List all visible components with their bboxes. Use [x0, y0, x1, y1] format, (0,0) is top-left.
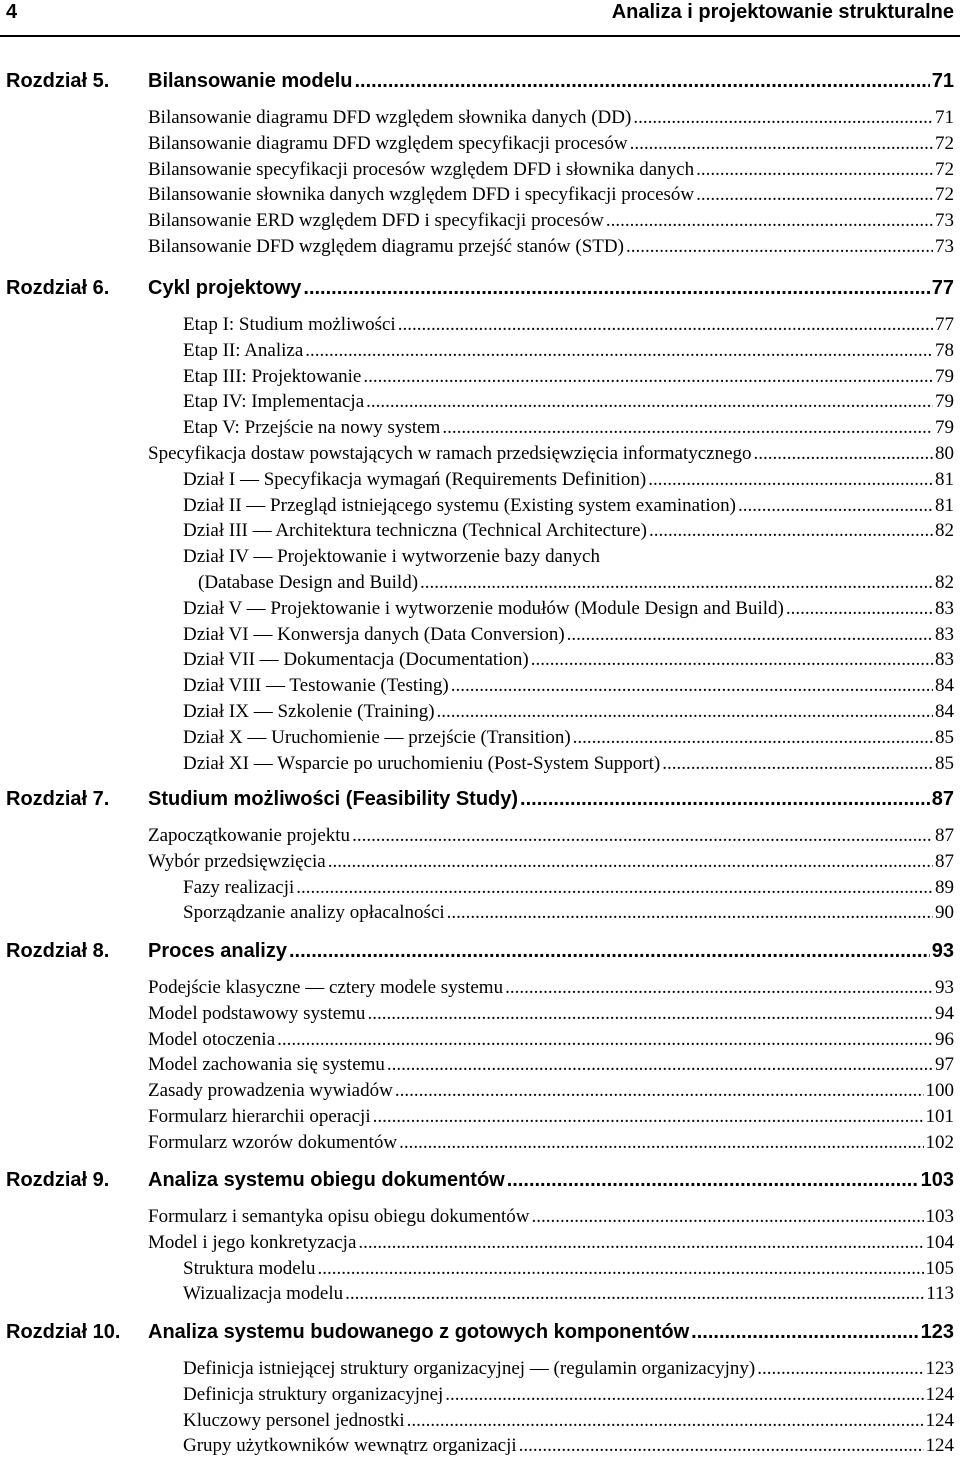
dot-leader: [567, 624, 933, 646]
toc-entry-title: Struktura modelu: [183, 1257, 316, 1279]
toc-entry-title: Zasady prowadzenia wywiadów: [148, 1080, 393, 1102]
toc-entry-page: 85: [935, 726, 954, 748]
dot-leader: [296, 877, 933, 899]
dot-leader: [757, 1358, 923, 1380]
toc-entry[interactable]: [183, 340, 954, 364]
toc-entry[interactable]: [148, 977, 954, 1001]
toc-entry-page: 105: [925, 1257, 954, 1279]
toc-entry-page: 102: [925, 1131, 954, 1153]
toc-entry-title: Dział VIII — Testowanie (Testing): [183, 675, 449, 697]
dot-leader: [786, 598, 933, 620]
toc-entry-page: 96: [935, 1028, 954, 1050]
chapter-page-number: 103: [920, 1169, 954, 1191]
chapter-label: Rozdział 10.: [6, 1321, 121, 1343]
chapter-title: Studium możliwości (Feasibility Study): [148, 788, 519, 810]
toc-entry[interactable]: [148, 210, 954, 234]
toc-entry-title: Bilansowanie ERD względem DFD i specyfikacji procesów: [148, 210, 604, 232]
toc-entry-page: 72: [935, 184, 954, 206]
dot-leader: [519, 1435, 924, 1457]
toc-entry-title: Definicja struktury organizacyjnej: [183, 1383, 444, 1405]
toc-entry-page: 87: [935, 850, 954, 872]
toc-entry-title: Specyfikacja dostaw powstających w ramach przedsięwzięcia informatycznego: [148, 443, 752, 464]
chapter-page-number: 123: [920, 1321, 954, 1343]
chapter-title: Bilansowanie modelu: [148, 70, 353, 92]
toc-entry[interactable]: [148, 184, 954, 208]
dot-leader: [345, 1283, 924, 1305]
toc-entry-title: Dział III — Architektura techniczna (Technical Architecture): [183, 520, 647, 542]
toc-entry-page: 84: [935, 675, 954, 697]
toc-entry-title: Etap III: Projektowanie: [183, 365, 362, 387]
toc-entry-title: Wybór przedsięwzięcia: [148, 850, 326, 872]
toc-entry[interactable]: [183, 598, 954, 622]
toc-entry-page: 101: [925, 1106, 954, 1127]
dot-leader: [358, 1232, 923, 1254]
toc-entry-page: 79: [935, 365, 954, 387]
chapter-heading[interactable]: [148, 788, 954, 814]
toc-entry-title: Etap II: Analiza: [183, 339, 304, 361]
toc-entry[interactable]: [148, 133, 954, 157]
toc-entry-title: Fazy realizacji: [183, 876, 295, 898]
toc-entry-title: Model podstawowy systemu: [148, 1002, 366, 1024]
toc-entry[interactable]: [183, 902, 954, 926]
toc-entry-title: Formularz hierarchii operacji: [148, 1106, 371, 1127]
dot-leader: [398, 314, 933, 336]
toc-entry[interactable]: [198, 572, 954, 596]
toc-entry-page: 71: [935, 107, 954, 128]
dot-leader: [328, 851, 933, 873]
chapter-page-number: 71: [931, 70, 954, 92]
toc-entry-page: 72: [935, 132, 954, 154]
toc-entry-title: Grupy użytkowników wewnątrz organizacji: [183, 1435, 517, 1457]
toc-entry-page: 82: [935, 520, 954, 542]
dot-leader: [626, 236, 933, 258]
toc-entry-title: Model i jego konkretyzacja: [148, 1231, 357, 1253]
toc-entry[interactable]: [183, 1435, 954, 1459]
chapter-heading[interactable]: [148, 940, 954, 966]
toc-entry-page: 89: [935, 876, 954, 898]
toc-entry-title: Model otoczenia: [148, 1028, 276, 1050]
dot-leader: [442, 417, 933, 439]
toc-entry[interactable]: [183, 546, 954, 570]
dot-leader: [691, 1321, 918, 1344]
toc-entry-title: (Database Design and Build): [198, 572, 419, 593]
toc-entry-page: 97: [935, 1054, 954, 1076]
toc-entry[interactable]: [183, 1410, 954, 1434]
dot-leader: [352, 825, 933, 847]
toc-entry-title: Dział VI — Konwersja danych (Data Conversion): [183, 623, 565, 645]
toc-entry-title: Kluczowy personel jednostki: [183, 1409, 405, 1431]
dot-leader: [754, 443, 933, 465]
dot-leader: [387, 1054, 933, 1076]
dot-leader: [520, 788, 930, 811]
toc-entry-page: 73: [935, 210, 954, 232]
chapter-title: Cykl projektowy: [148, 277, 302, 299]
dot-leader: [738, 495, 933, 517]
toc-entry-title: Dział VII — Dokumentacja (Documentation): [183, 649, 529, 671]
toc-entry[interactable]: [183, 314, 954, 338]
toc-entry-title: Dział I — Specyfikacja wymagań (Requirements Definition): [183, 468, 647, 490]
toc-entry[interactable]: [148, 1054, 954, 1078]
chapter-label: Rozdział 5.: [6, 70, 110, 92]
toc-entry[interactable]: [183, 495, 954, 519]
toc-entry[interactable]: [148, 825, 954, 849]
toc-entry-page: 77: [935, 314, 954, 335]
toc-entry-page: 124: [925, 1409, 954, 1431]
dot-leader: [317, 1258, 923, 1280]
dot-leader: [395, 1080, 924, 1102]
dot-leader: [445, 1384, 923, 1406]
chapter-title: Analiza systemu obiegu dokumentów: [148, 1169, 505, 1191]
chapter-title: Analiza systemu budowanego z gotowych komponentów: [148, 1321, 690, 1343]
chapter-page-number: 77: [931, 277, 954, 299]
toc-entry-title: Sporządzanie analizy opłacalności: [183, 902, 445, 924]
dot-leader: [373, 1106, 924, 1128]
dot-leader: [630, 133, 933, 155]
toc-entry-page: 103: [925, 1206, 954, 1227]
toc-entry[interactable]: [183, 366, 954, 390]
dot-leader: [399, 1132, 923, 1154]
toc-entry-title: Etap I: Studium możliwości: [183, 314, 396, 335]
toc-entry[interactable]: [183, 1358, 954, 1382]
toc-entry-title: Etap V: Przejście na nowy system: [183, 417, 441, 439]
toc-entry[interactable]: [148, 1132, 954, 1156]
dot-leader: [363, 366, 933, 388]
dot-leader: [505, 977, 933, 999]
toc-entry-page: 80: [935, 443, 954, 464]
toc-entry[interactable]: [148, 159, 954, 183]
dot-leader: [407, 1410, 924, 1432]
toc-entry-title: Bilansowanie specyfikacji procesów względem DFD i słownika danych: [148, 158, 695, 180]
toc-entry-page: 84: [935, 701, 954, 722]
chapter-label: Rozdział 8.: [6, 940, 110, 962]
dot-leader: [573, 727, 933, 749]
toc-entry-title: Zapoczątkowanie projektu: [148, 825, 351, 846]
toc-entry[interactable]: [183, 417, 954, 441]
toc-entry-title: Dział II — Przegląd istniejącego systemu (Existing system examination): [183, 494, 736, 516]
toc-entry[interactable]: [183, 877, 954, 901]
toc-entry-page: 94: [935, 1002, 954, 1024]
toc-entry[interactable]: [183, 675, 954, 699]
toc-entry-title: Wizualizacja modelu: [183, 1283, 344, 1305]
toc-entry[interactable]: [183, 469, 954, 493]
toc-entry-title: Dział IX — Szkolenie (Training): [183, 701, 435, 722]
toc-entry-page: 93: [935, 977, 954, 998]
chapter-label: Rozdział 7.: [6, 788, 110, 810]
chapter-label: Rozdział 6.: [6, 277, 110, 299]
toc-entry-title: Bilansowanie słownika danych względem DFD i specyfikacji procesów: [148, 184, 695, 206]
dot-leader: [303, 277, 929, 300]
chapter-page-number: 87: [931, 788, 954, 810]
toc-entry[interactable]: [148, 1003, 954, 1027]
chapter-heading[interactable]: [148, 277, 954, 303]
toc-entry-title: Podejście klasyczne — cztery modele systemu: [148, 977, 504, 998]
dot-leader: [662, 753, 933, 775]
chapter-page-number: 93: [931, 940, 954, 962]
toc-entry[interactable]: [148, 236, 954, 260]
toc-entry-page: 113: [926, 1283, 954, 1305]
page-number: 4: [6, 1, 18, 23]
toc-entry[interactable]: [183, 1258, 954, 1282]
dot-leader: [696, 159, 933, 181]
dot-leader: [507, 1169, 919, 1192]
toc-entry-page: 85: [935, 752, 954, 774]
toc-entry-page: 81: [935, 468, 954, 490]
toc-entry[interactable]: [148, 1232, 954, 1256]
toc-entry[interactable]: [183, 727, 954, 751]
dot-leader: [354, 70, 929, 93]
dot-leader: [648, 469, 933, 491]
toc-entry[interactable]: [183, 391, 954, 415]
toc-entry[interactable]: [148, 107, 954, 131]
toc-entry[interactable]: [148, 1206, 954, 1230]
toc-entry-title: Bilansowanie diagramu DFD względem słownika danych (DD): [148, 107, 632, 128]
toc-entry[interactable]: [183, 701, 954, 725]
toc-entry[interactable]: [183, 649, 954, 673]
toc-entry[interactable]: [183, 624, 954, 648]
dot-leader: [277, 1029, 933, 1051]
dot-leader: [532, 1206, 924, 1228]
toc-entry-page: 79: [935, 417, 954, 439]
toc-entry-page: 83: [935, 597, 954, 619]
toc-entry-title: Dział V — Projektowanie i wytworzenie modułów (Module Design and Build): [183, 597, 784, 619]
dot-leader: [696, 184, 933, 206]
toc-entry-page: 90: [935, 902, 954, 924]
toc-entry[interactable]: [183, 520, 954, 544]
toc-entry[interactable]: [148, 443, 954, 467]
toc-entry-page: 123: [925, 1358, 954, 1379]
toc-entry-title: Bilansowanie diagramu DFD względem specyfikacji procesów: [148, 132, 628, 154]
dot-leader: [437, 701, 933, 723]
dot-leader: [451, 675, 933, 697]
running-title: Analiza i projektowanie strukturalne: [611, 1, 954, 23]
chapter-heading[interactable]: [148, 1169, 954, 1195]
toc-entry-page: 124: [925, 1383, 954, 1405]
toc-entry[interactable]: [148, 1106, 954, 1130]
toc-entry-page: 81: [935, 494, 954, 516]
dot-leader: [289, 940, 930, 963]
toc-entry-page: 78: [935, 339, 954, 361]
chapter-label: Rozdział 9.: [6, 1169, 110, 1191]
toc-entry-title: Etap IV: Implementacja: [183, 391, 365, 413]
toc-entry-page: 82: [935, 572, 954, 593]
toc-entry[interactable]: [148, 1080, 954, 1104]
toc-entry-title: Model zachowania się systemu: [148, 1054, 385, 1076]
toc-entry-page: 83: [935, 623, 954, 645]
chapter-heading[interactable]: [148, 1321, 954, 1347]
toc-entry-title: Dział XI — Wsparcie po uruchomieniu (Post-System Support): [183, 752, 661, 774]
toc-entry[interactable]: [148, 1029, 954, 1053]
toc-entry-page: 73: [935, 236, 954, 257]
toc-entry-title: Dział X — Uruchomienie — przejście (Transition): [183, 726, 571, 748]
toc-entry-page: 87: [935, 825, 954, 846]
toc-entry[interactable]: [183, 1283, 954, 1307]
dot-leader: [633, 107, 933, 129]
toc-entry-title: Dział IV — Projektowanie i wytworzenie bazy danych: [183, 546, 600, 568]
toc-entry-page: 100: [925, 1080, 954, 1102]
toc-entry-page: 79: [935, 391, 954, 413]
toc-entry-title: Bilansowanie DFD względem diagramu przejść stanów (STD): [148, 236, 624, 257]
dot-leader: [531, 649, 933, 671]
toc-entry-page: 124: [925, 1435, 954, 1457]
dot-leader: [305, 340, 933, 362]
dot-leader: [649, 520, 933, 542]
dot-leader: [447, 902, 933, 924]
chapter-title: Proces analizy: [148, 940, 287, 962]
dot-leader: [366, 391, 933, 413]
dot-leader: [367, 1003, 933, 1025]
toc-entry[interactable]: [148, 851, 954, 875]
dot-leader: [606, 210, 933, 232]
toc-entry[interactable]: [183, 1384, 954, 1408]
dot-leader: [420, 572, 933, 594]
toc-entry-title: Formularz i semantyka opisu obiegu dokumentów: [148, 1206, 530, 1227]
toc-entry-title: Definicja istniejącej struktury organizacyjnej — (regulamin organizacyjny): [183, 1358, 756, 1379]
toc-entry[interactable]: [183, 753, 954, 777]
toc-entry-page: 83: [935, 649, 954, 671]
chapter-heading[interactable]: [148, 70, 954, 96]
toc-entry-page: 104: [925, 1231, 954, 1253]
toc-entry-title: Formularz wzorów dokumentów: [148, 1131, 398, 1153]
toc-entry-page: 72: [935, 158, 954, 180]
